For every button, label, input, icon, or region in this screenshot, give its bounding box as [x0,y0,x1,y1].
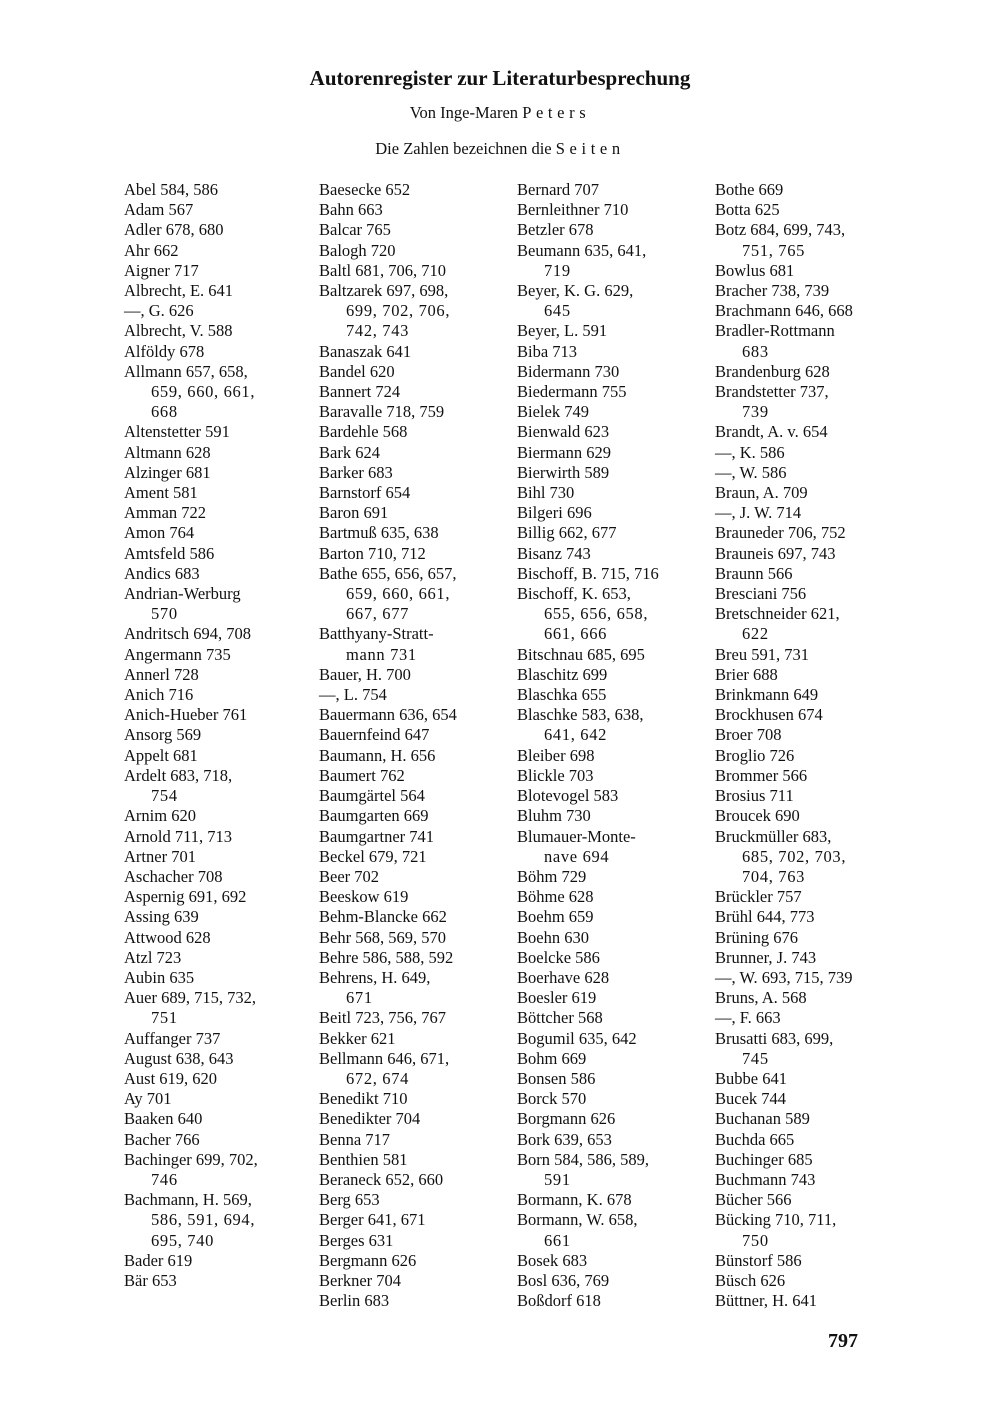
index-entry: Beyer, L. 591 [517,321,608,341]
index-entry: Boehn 630 [517,927,589,947]
index-entry: Bienwald 623 [517,422,610,442]
index-entry: Bowlus 681 [715,260,795,280]
index-entry: Andrian-Werburg [124,584,241,604]
index-entry: Broucek 690 [715,806,800,826]
index-entry-continuation: 668 [151,402,178,422]
index-entry-continuation: 683 [742,341,769,361]
index-entry: Bergmann 626 [319,1250,417,1270]
index-entry: Born 584, 586, 589, [517,1149,649,1169]
index-entry: Albrecht, E. 641 [124,281,234,301]
index-entry: Alföldy 678 [124,341,205,361]
index-entry: Bathe 655, 656, 657, [319,563,457,583]
index-entry-continuation: 659, 660, 661, [346,584,451,604]
index-entry: Bauernfeind 647 [319,725,430,745]
index-entry: Bork 639, 653 [517,1129,612,1149]
index-entry: Andics 683 [124,563,200,583]
index-entry: Brinkmann 649 [715,685,819,705]
index-entry: Bischoff, K. 653, [517,584,631,604]
index-entry: Assing 639 [124,907,199,927]
index-entry: Benedikt 710 [319,1089,408,1109]
index-entry: Broglio 726 [715,745,795,765]
index-entry: Baumgarten 669 [319,806,429,826]
index-entry: Brandenburg 628 [715,361,830,381]
index-entry-continuation: 685, 702, 703, [742,846,847,866]
index-entry: Böhme 628 [517,887,594,907]
index-entry: Bohm 669 [517,1048,587,1068]
index-entry-continuation: 591 [544,1169,571,1189]
index-entry: Blaschke 583, 638, [517,705,644,725]
index-entry-continuation: 667, 677 [346,604,410,624]
index-entry: Adler 678, 680 [124,220,224,240]
index-entry: Bierwirth 589 [517,462,610,482]
index-entry-continuation: 661 [544,1230,571,1250]
index-entry: Aigner 717 [124,260,199,280]
index-entry: Bonsen 586 [517,1068,596,1088]
index-entry: Beer 702 [319,866,380,886]
index-entry: Albrecht, V. 588 [124,321,233,341]
index-entry: Buchmann 743 [715,1169,816,1189]
index-entry: Bretschneider 621, [715,604,840,624]
index-entry: —, W. 693, 715, 739 [715,967,853,987]
index-entry: Baumgärtel 564 [319,786,425,806]
index-entry-continuation: 570 [151,604,178,624]
index-entry: Betzler 678 [517,220,594,240]
index-entry: Balcar 765 [319,220,391,240]
index-entry: Amtsfeld 586 [124,543,215,563]
index-entry: Berger 641, 671 [319,1210,426,1230]
index-entry: Baumann, H. 656 [319,745,436,765]
index-entry: Brückler 757 [715,887,802,907]
index-entry: Bauermann 636, 654 [319,705,457,725]
index-entry: Büttner, H. 641 [715,1291,817,1311]
index-entry: August 638, 643 [124,1048,234,1068]
index-entry: Bresciani 756 [715,584,807,604]
index-entry: Boerhave 628 [517,967,610,987]
index-entry: Blumauer-Monte- [517,826,636,846]
page-title: Autorenregister zur Literaturbesprechung [309,66,691,90]
index-entry: Batthyany-Stratt- [319,624,434,644]
index-entry: Ament 581 [124,483,198,503]
index-entry: Bosek 683 [517,1250,588,1270]
index-entry: Billig 662, 677 [517,523,617,543]
index-entry: Aschacher 708 [124,866,223,886]
index-entry: Altenstetter 591 [124,422,230,442]
index-entry: Auffanger 737 [124,1028,221,1048]
index-entry: —, K. 586 [715,442,785,462]
index-entry: Benna 717 [319,1129,391,1149]
index-entry: Banaszak 641 [319,341,412,361]
index-entry: Beyer, K. G. 629, [517,281,634,301]
index-entry: Baltl 681, 706, 710 [319,260,446,280]
index-entry: Ansorg 569 [124,725,202,745]
index-entry: Bosl 636, 769 [517,1270,610,1290]
index-entry: Buchda 665 [715,1129,795,1149]
index-column-3 [517,180,702,1311]
index-entry: Abel 584, 586 [124,180,218,199]
index-entry: Buchinger 685 [715,1149,813,1169]
index-entry: Behre 586, 588, 592 [319,947,454,967]
index-entry: —, L. 754 [319,685,387,705]
index-entry: Attwood 628 [124,927,211,947]
page-number: 797 [828,1330,858,1352]
index-entry: Brachmann 646, 668 [715,301,853,321]
index-entry-continuation: nave 694 [544,846,610,866]
index-entry: Borgmann 626 [517,1109,616,1129]
index-entry: Atzl 723 [124,947,182,967]
index-entry: Brosius 711 [715,786,794,806]
index-entry: Benthien 581 [319,1149,408,1169]
index-entry: Böhm 729 [517,866,587,886]
index-entry: Baltzarek 697, 698, [319,281,449,301]
index-entry: Bitschnau 685, 695 [517,644,645,664]
index-entry-continuation: 641, 642 [544,725,608,745]
index-entry: Anich 716 [124,685,194,705]
index-entry: Blotevogel 583 [517,786,619,806]
index-entry: Bormann, W. 658, [517,1210,638,1230]
index-entry: Braun, A. 709 [715,483,808,503]
index-entry: Bihl 730 [517,483,575,503]
index-entry: Bachinger 699, 702, [124,1149,258,1169]
index-entry: Boesler 619 [517,988,597,1008]
index-entry: Bekker 621 [319,1028,396,1048]
index-entry: Brühl 644, 773 [715,907,815,927]
index-entry: Bachmann, H. 569, [124,1190,252,1210]
note-word: Seiten [555,139,625,158]
index-entry: Botz 684, 699, 743, [715,220,846,240]
index-entry: Braunn 566 [715,563,793,583]
index-entry: Adam 567 [124,200,194,220]
index-entry: Behm-Blancke 662 [319,907,447,927]
author-surname: Peters [522,103,591,122]
index-entry-continuation: 672, 674 [346,1068,410,1088]
note-prefix: Die Zahlen bezeichnen die [375,139,552,158]
index-entry: Bellmann 646, 671, [319,1048,450,1068]
index-entry: Arnim 620 [124,806,196,826]
index-entry: Bär 653 [124,1270,177,1290]
index-entry-continuation: mann 731 [346,644,417,664]
index-entry: Balogh 720 [319,240,396,260]
index-entry-continuation: 750 [742,1230,769,1250]
author-prefix: Von [409,103,437,122]
index-entry: Baaken 640 [124,1109,203,1129]
index-entry: Bogumil 635, 642 [517,1028,637,1048]
index-entry: Breu 591, 731 [715,644,809,664]
index-entry: Barker 683 [319,462,393,482]
index-entry: Baron 691 [319,503,389,523]
index-entry: Bradler-Rottmann [715,321,835,341]
index-entry: Aust 619, 620 [124,1068,218,1088]
index-entry: Brusatti 683, 699, [715,1028,834,1048]
index-column-2 [319,180,504,1311]
index-entry: Bidermann 730 [517,361,620,381]
index-entry-continuation: 751, 765 [742,240,806,260]
index-entry-continuation: 699, 702, 706, [346,301,451,321]
index-entry: Aubin 635 [124,967,195,987]
index-entry-continuation: 695, 740 [151,1230,215,1250]
index-entry: Ay 701 [124,1089,172,1109]
index-entry: Bischoff, B. 715, 716 [517,563,659,583]
index-entry: Boelcke 586 [517,947,600,967]
index-entry: Boßdorf 618 [517,1291,601,1311]
index-entry: Bardehle 568 [319,422,408,442]
index-entry: Baesecke 652 [319,180,411,199]
index-entry: Bartmuß 635, 638 [319,523,439,543]
index-entry: Andritsch 694, 708 [124,624,251,644]
index-entry: Buchanan 589 [715,1109,810,1129]
index-entry: Bucek 744 [715,1089,787,1109]
index-entry: Alzinger 681 [124,462,211,482]
index-entry-continuation: 704, 763 [742,866,806,886]
index-entry-continuation: 661, 666 [544,624,608,644]
index-entry: Bannert 724 [319,382,401,402]
index-entry: Brier 688 [715,664,778,684]
index-entry: Böttcher 568 [517,1008,603,1028]
index-entry-continuation: 754 [151,786,178,806]
index-entry: Bacher 766 [124,1129,200,1149]
index-entry: Bruns, A. 568 [715,988,807,1008]
index-entry: Berkner 704 [319,1270,402,1290]
index-entry: Beckel 679, 721 [319,846,427,866]
index-entry-continuation: 671 [346,988,373,1008]
index-entry: Brunner, J. 743 [715,947,817,967]
index-entry: Botta 625 [715,200,780,220]
index-entry: Boehm 659 [517,907,594,927]
index-entry: Bracher 738, 739 [715,281,830,301]
author-line [0,103,1000,123]
index-entry: Bandel 620 [319,361,395,381]
index-entry: Behrens, H. 649, [319,967,431,987]
index-entry: Berlin 683 [319,1291,390,1311]
index-entry: Barnstorf 654 [319,483,411,503]
index-entry: Brockhusen 674 [715,705,823,725]
index-entry: Amman 722 [124,503,207,523]
index-entry: Bruckmüller 683, [715,826,832,846]
index-column-1 [124,180,309,1291]
index-entry: Behr 568, 569, 570 [319,927,446,947]
index-entry: Aspernig 691, 692 [124,887,247,907]
index-entry: Bleiber 698 [517,745,595,765]
index-entry: Blickle 703 [517,765,594,785]
index-entry: Annerl 728 [124,664,199,684]
index-column-4 [715,180,900,1311]
index-entry: Bernleithner 710 [517,200,629,220]
index-entry: Blaschka 655 [517,685,607,705]
index-entry: Baravalle 718, 759 [319,402,445,422]
index-entry: Bothe 669 [715,180,784,199]
index-entry: Bielek 749 [517,402,589,422]
index-entry: Biba 713 [517,341,578,361]
index-entry: —, G. 626 [124,301,194,321]
index-entry: Brandstetter 737, [715,382,829,402]
author-name: Inge-Maren [440,103,519,122]
index-entry: Artner 701 [124,846,196,866]
index-entry: Amon 764 [124,523,195,543]
index-entry: Brandt, A. v. 654 [715,422,828,442]
index-entry-continuation: 719 [544,260,571,280]
index-entry: Appelt 681 [124,745,198,765]
index-entry: —, W. 586 [715,462,787,482]
index-entry-continuation: 742, 743 [346,321,410,341]
index-entry: Beraneck 652, 660 [319,1169,444,1189]
index-entry: Broer 708 [715,725,782,745]
index-entry: Brüning 676 [715,927,798,947]
index-entry: Ardelt 683, 718, [124,765,233,785]
index-entry: Beeskow 619 [319,887,409,907]
index-entry: Berg 653 [319,1190,380,1210]
index-entry: Anich-Hueber 761 [124,705,248,725]
index-entry: Auer 689, 715, 732, [124,988,256,1008]
index-entry: Brauneder 706, 752 [715,523,846,543]
index-entry: Berges 631 [319,1230,394,1250]
index-entry-continuation: 739 [742,402,769,422]
index-entry-continuation: 586, 591, 694, [151,1210,256,1230]
index-entry: Bader 619 [124,1250,193,1270]
index-entry: Altmann 628 [124,442,211,462]
index-entry: Angermann 735 [124,644,231,664]
index-entry: Bücher 566 [715,1190,792,1210]
index-entry: Baumert 762 [319,765,405,785]
index-entry-continuation: 746 [151,1169,178,1189]
index-entry: Biermann 629 [517,442,611,462]
index-entry: Arnold 711, 713 [124,826,233,846]
index-entry-continuation: 645 [544,301,571,321]
index-entry-continuation: 655, 656, 658, [544,604,649,624]
index-entry: Bubbe 641 [715,1068,787,1088]
index-entry: Bahn 663 [319,200,383,220]
index-entry: Bilgeri 696 [517,503,592,523]
index-entry: Bünstorf 586 [715,1250,802,1270]
index-entry: Bisanz 743 [517,543,591,563]
index-entry-continuation: 659, 660, 661, [151,382,256,402]
index-entry: Ahr 662 [124,240,179,260]
index-entry: Baumgartner 741 [319,826,435,846]
index-entry: Beumann 635, 641, [517,240,647,260]
index-entry-continuation: 751 [151,1008,178,1028]
index-entry: Bark 624 [319,442,380,462]
index-entry: Brommer 566 [715,765,808,785]
index-entry: —, F. 663 [715,1008,781,1028]
index-entry: —, J. W. 714 [715,503,802,523]
index-entry-continuation: 745 [742,1048,769,1068]
index-entry: Borck 570 [517,1089,587,1109]
index-entry: Barton 710, 712 [319,543,426,563]
index-entry: Beitl 723, 756, 767 [319,1008,446,1028]
index-entry: Bormann, K. 678 [517,1190,632,1210]
index-entry: Blaschitz 699 [517,664,608,684]
index-entry: Biedermann 755 [517,382,627,402]
index-entry: Allmann 657, 658, [124,361,248,381]
index-entry: Bernard 707 [517,180,600,199]
index-entry: Bauer, H. 700 [319,664,411,684]
index-entry: Benedikter 704 [319,1109,421,1129]
index-entry: Bücking 710, 711, [715,1210,837,1230]
index-entry-continuation: 622 [742,624,769,644]
index-entry: Brauneis 697, 743 [715,543,836,563]
index-entry: Bluhm 730 [517,806,591,826]
page-note [0,139,1000,159]
index-entry: Büsch 626 [715,1270,786,1290]
